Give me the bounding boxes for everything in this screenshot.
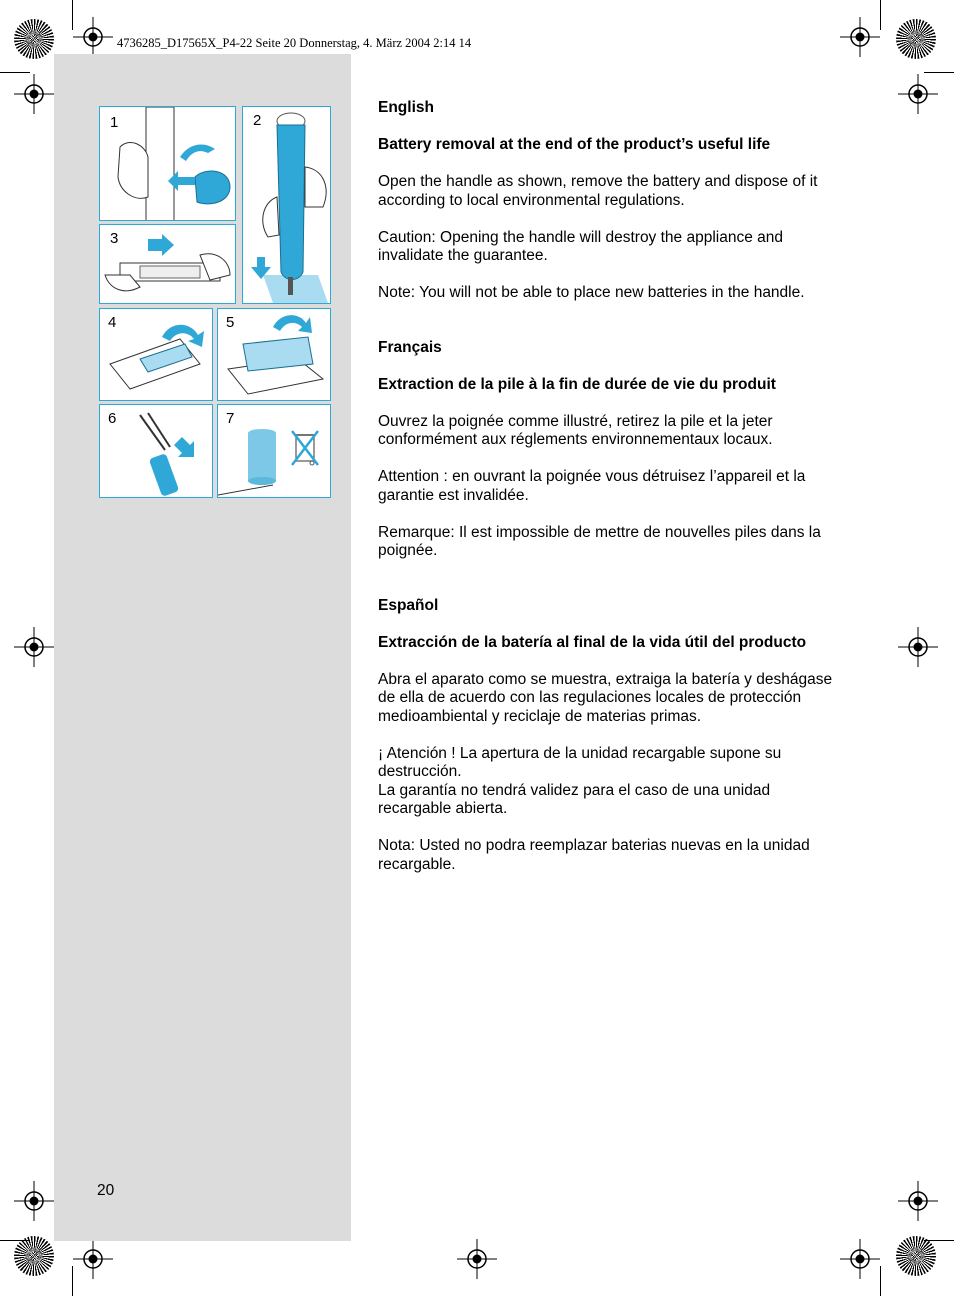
battery-removal-illustration [218, 309, 331, 401]
caution-paragraph: Caution: Opening the handle will destroy the appliance and invalidate the guarantee. [378, 228, 783, 264]
paragraph: Ouvrez la poignée comme illustré, retirez la pile et la jeter conformément aux réglements environnementaux locaux. [378, 412, 773, 448]
crop-mark [0, 72, 30, 73]
guarantee-paragraph: La garantía no tendrá validez para el caso de una unidad recargable abierta. [378, 781, 771, 817]
battery-pull-illustration [100, 405, 213, 498]
figure-number: 4 [108, 314, 117, 331]
registration-target-icon [14, 1181, 54, 1221]
section-heading-french: Extraction de la pile à la fin de durée de vie du produit [378, 375, 776, 393]
color-bar-rosette-icon [14, 19, 54, 59]
color-bar-rosette-icon [896, 1236, 936, 1276]
crop-mark [0, 1240, 30, 1241]
note-paragraph: Note: You will not be able to place new batteries in the handle. [378, 284, 805, 301]
caution-paragraph: Attention : en ouvrant la poignée vous détruisez l’appareil et la garantie est invalidée. [378, 468, 806, 504]
figure-panel-7 [217, 404, 331, 498]
section-language-english: English [378, 99, 434, 116]
crop-mark [924, 1240, 954, 1241]
figure-panel-3 [99, 224, 236, 304]
page-number: 20 [97, 1182, 115, 1199]
battery-lift-illustration [100, 309, 213, 401]
figure-panel-2 [242, 106, 331, 304]
crop-mark [880, 0, 881, 30]
figure-number: 3 [110, 230, 119, 247]
caution-paragraph: ¡ Atención ! La apertura de la unidad recargable supone su destrucción. [378, 744, 782, 780]
figure-panel-1 [99, 106, 236, 221]
registration-target-icon [14, 627, 54, 667]
figure-panel-4 [99, 308, 213, 401]
print-slug: 4736285_D17565X_P4-22 Seite 20 Donnerstag, 4. März 2004 2:14 14 [117, 36, 472, 50]
instruction-text [378, 99, 842, 874]
figure-number: 1 [110, 114, 119, 131]
figure-number: 7 [226, 410, 235, 427]
figure-number: 2 [253, 112, 262, 129]
registration-target-icon [73, 1239, 113, 1279]
registration-target-icon [457, 1239, 497, 1279]
crop-mark [880, 1266, 881, 1296]
handle-opening-illustration [100, 107, 236, 221]
handle-slide-illustration [100, 225, 236, 304]
paragraph: Open the handle as shown, remove the battery and dispose of it according to local environmental regulations. [378, 173, 818, 209]
note-paragraph: Nota: Usted no podra reemplazar baterias nuevas en la unidad recargable. [378, 837, 810, 873]
section-language-french: Français [378, 338, 442, 356]
crossed-out-bin-icon [290, 429, 320, 469]
registration-target-icon [898, 1181, 938, 1221]
figure-number: 6 [108, 410, 117, 427]
paragraph: Abra el aparato como se muestra, extraiga la batería y deshágase de ella de acuerdo con las regulaciones locales de protección medioambiental y reciclaje de materias primas. [378, 670, 833, 725]
crop-mark [924, 72, 954, 73]
figure-panel-5 [217, 308, 331, 401]
registration-target-icon [14, 74, 54, 114]
color-bar-rosette-icon [896, 19, 936, 59]
section-heading-spanish: Extracción de la batería al final de la vida útil del producto [378, 633, 807, 651]
color-bar-rosette-icon [14, 1236, 54, 1276]
toothbrush-handle-illustration [243, 107, 331, 304]
note-paragraph: Remarque: Il est impossible de mettre de nouvelles piles dans la poignée. [378, 523, 821, 559]
registration-target-icon [840, 1239, 880, 1279]
section-language-spanish: Español [378, 596, 439, 614]
registration-target-icon [73, 17, 113, 57]
registration-target-icon [898, 74, 938, 114]
figure-panel-6 [99, 404, 213, 498]
registration-target-icon [898, 627, 938, 667]
section-heading-english: Battery removal at the end of the product’s useful life [378, 136, 771, 153]
figure-number: 5 [226, 314, 235, 331]
registration-target-icon [840, 17, 880, 57]
